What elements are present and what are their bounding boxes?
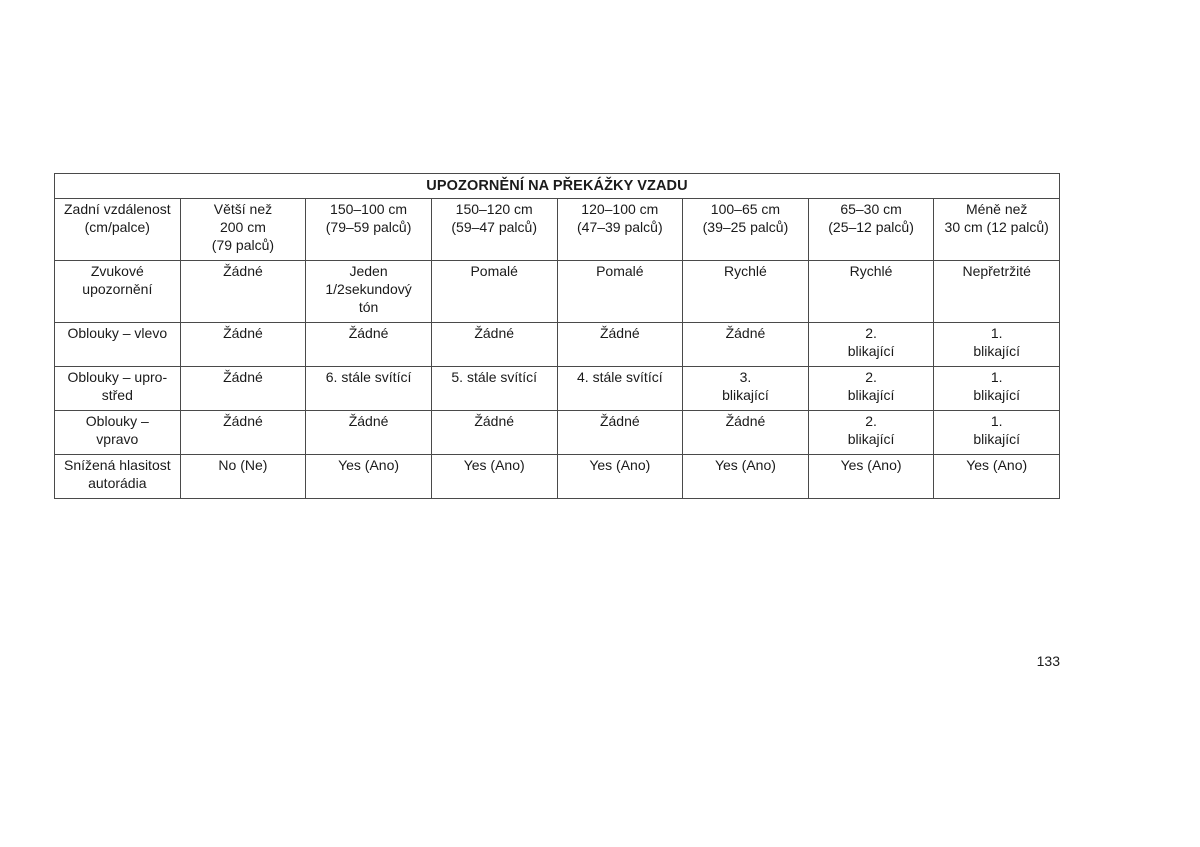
table-cell: 150–100 cm (79–59 palců) xyxy=(306,199,432,261)
table-row xyxy=(55,199,1060,261)
table-title-row xyxy=(55,174,1060,199)
row-label: Oblouky – vlevo xyxy=(55,323,181,367)
table-cell: 2. blikající xyxy=(808,367,934,411)
table-cell: 150–120 cm (59–47 palců) xyxy=(431,199,557,261)
row-label: Zadní vzdálenost (cm/palce) xyxy=(55,199,181,261)
table-cell: 65–30 cm (25–12 palců) xyxy=(808,199,934,261)
table-cell: 4. stále svítící xyxy=(557,367,683,411)
table-cell: Pomalé xyxy=(431,261,557,323)
table-cell: Rychlé xyxy=(808,261,934,323)
table-title: UPOZORNĚNÍ NA PŘEKÁŽKY VZADU xyxy=(55,174,1060,199)
row-label: Oblouky – upro- střed xyxy=(55,367,181,411)
table-cell: 1. blikající xyxy=(934,323,1060,367)
table-cell: Yes (Ano) xyxy=(808,455,934,499)
table-cell: 5. stále svítící xyxy=(431,367,557,411)
table-cell: Rychlé xyxy=(683,261,809,323)
table-row xyxy=(55,367,1060,411)
table-row xyxy=(55,455,1060,499)
table-row xyxy=(55,411,1060,455)
table-cell: Jeden 1/2sekundový tón xyxy=(306,261,432,323)
table-cell: 1. blikající xyxy=(934,411,1060,455)
table-cell: 6. stále svítící xyxy=(306,367,432,411)
table-cell: Yes (Ano) xyxy=(431,455,557,499)
table-cell: 1. blikající xyxy=(934,367,1060,411)
table-cell: Žádné xyxy=(431,411,557,455)
row-label: Oblouky – vpravo xyxy=(55,411,181,455)
table-cell: Žádné xyxy=(431,323,557,367)
table-row xyxy=(55,261,1060,323)
table-cell: Žádné xyxy=(557,411,683,455)
table-cell: Žádné xyxy=(180,367,306,411)
table-cell: No (Ne) xyxy=(180,455,306,499)
table-cell: Žádné xyxy=(306,323,432,367)
table-cell: Větší než 200 cm (79 palců) xyxy=(180,199,306,261)
table-cell: 3. blikající xyxy=(683,367,809,411)
table-cell: Žádné xyxy=(683,323,809,367)
table-cell: Žádné xyxy=(557,323,683,367)
table-cell: Yes (Ano) xyxy=(683,455,809,499)
table-cell: Yes (Ano) xyxy=(306,455,432,499)
table-cell: Žádné xyxy=(180,323,306,367)
table-cell: Žádné xyxy=(180,411,306,455)
table-cell: Yes (Ano) xyxy=(557,455,683,499)
table-cell: Nepřetržité xyxy=(934,261,1060,323)
table-cell: 2. blikající xyxy=(808,323,934,367)
table-cell: Méně než 30 cm (12 palců) xyxy=(934,199,1060,261)
table-cell: Žádné xyxy=(180,261,306,323)
row-label: Zvukové upozornění xyxy=(55,261,181,323)
table-cell: Žádné xyxy=(306,411,432,455)
table-cell: Pomalé xyxy=(557,261,683,323)
rear-obstacle-warning-table xyxy=(54,173,1060,499)
row-label: Snížená hlasitost autorádia xyxy=(55,455,181,499)
page-number: 133 xyxy=(1036,653,1060,669)
table-cell: Žádné xyxy=(683,411,809,455)
table-cell: Yes (Ano) xyxy=(934,455,1060,499)
table-cell: 120–100 cm (47–39 palců) xyxy=(557,199,683,261)
table-cell: 100–65 cm (39–25 palců) xyxy=(683,199,809,261)
table-cell: 2. blikající xyxy=(808,411,934,455)
table-row xyxy=(55,323,1060,367)
